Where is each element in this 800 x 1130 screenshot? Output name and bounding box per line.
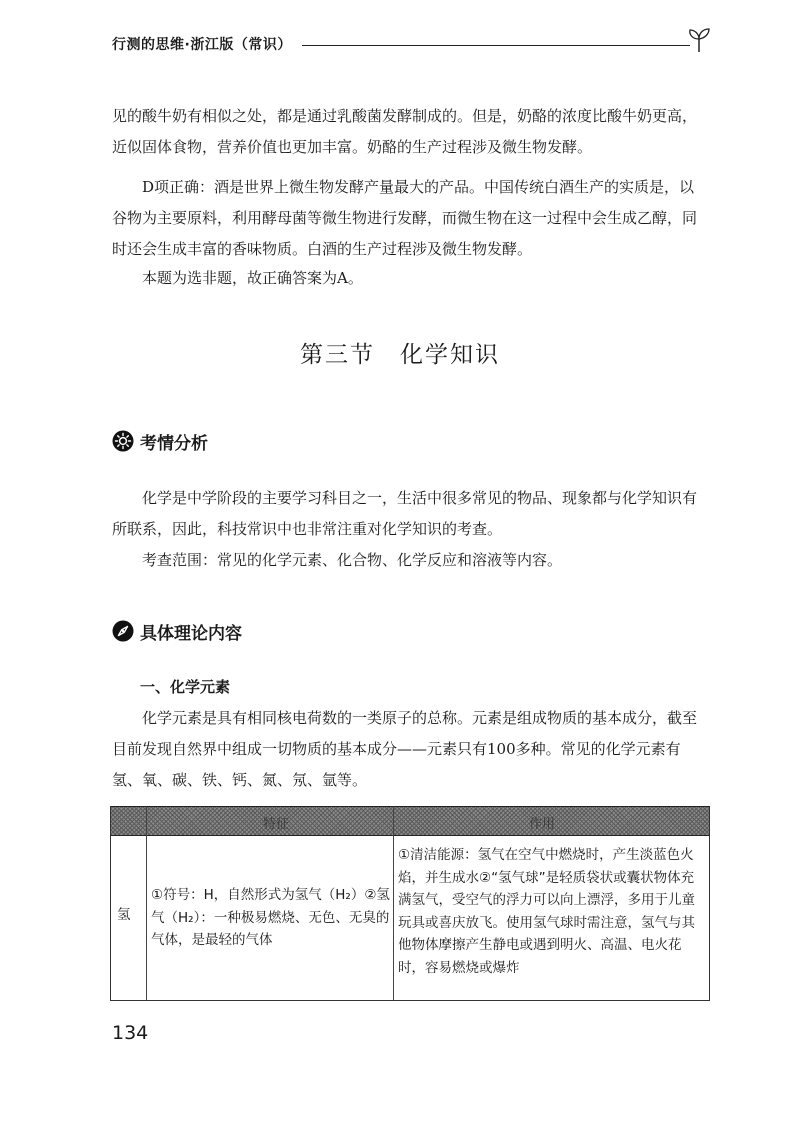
header-rule — [302, 45, 690, 46]
table-cell-uses: ①清洁能源：氢气在空气中燃烧时，产生淡蓝色火焰，并生成水②“氢气球”是轻质袋状或囊状物体充满氢气，受空气的浮力可以向上漂浮，多用于儿童玩具或喜庆放飞。使用氢气球时需注意，氢气与其他物体摩擦产生静电或遇到明火、高温、电火花时，容易燃烧或爆炸 — [398, 847, 695, 976]
point-title: 一、化学元素 — [140, 678, 231, 696]
exam-analysis-heading — [112, 428, 208, 454]
intro-paragraph: D项正确：酒是世界上微生物发酵产量最大的产品。中国传统白酒生产的实质是，以谷物为主要原料，利用酵母菌等微生物进行发酵，而微生物在这一过程中会生成乙醇，同时还会生成丰富的香味物质。白酒的生产过程涉及微生物发酵。 — [112, 178, 698, 258]
table-header — [111, 806, 709, 836]
sun-icon — [112, 430, 134, 452]
compass-icon — [112, 620, 134, 642]
column-divider — [146, 806, 147, 1001]
column-divider — [393, 806, 394, 1001]
section-title: 第三节 化学知识 — [300, 342, 500, 368]
theory-heading — [112, 618, 242, 644]
theory-paragraph: 化学元素是具有相同核电荷数的一类原子的总称。元素是组成物质的基本成分，截至目前发现自然界中组成一切物质的基本成分——元素只有100多种。常见的化学元素有氢、氧、碳、铁、钙、氮、氖、氩等。 — [112, 709, 698, 789]
page-number: 134 — [112, 1022, 149, 1044]
exam-scope-paragraph: 考查范围：常见的化学元素、化合物、化学反应和溶液等内容。 — [142, 551, 563, 569]
heading-label: 考情分析 — [140, 433, 208, 454]
element-table — [110, 806, 710, 1001]
sprout-icon — [686, 26, 712, 54]
intro-paragraph: 本题为选非题，故正确答案为A。 — [142, 269, 363, 287]
table-header-cell: 特征 — [263, 817, 290, 832]
exam-analysis-paragraph: 化学是中学阶段的主要学习科目之一，生活中很多常见的物品、现象都与化学知识有所联系，因此，科技常识中也非常注重对化学知识的考查。 — [112, 489, 698, 538]
table-header-cell: 作用 — [529, 817, 556, 832]
intro-paragraph: 见的酸牛奶有相似之处，都是通过乳酸菌发酵制成的。但是，奶酪的浓度比酸牛奶更高，近似固体食物，营养价值也更加丰富。奶酪的生产过程涉及微生物发酵。 — [112, 107, 698, 156]
table-cell-features: ①符号：H，自然形式为氢气（H₂）②氢气（H₂）：一种极易燃烧、无色、无臭的气体，是最轻的气体 — [151, 887, 390, 948]
heading-label: 具体理论内容 — [140, 623, 242, 644]
page-header — [112, 26, 712, 56]
running-title: 行测的思维·浙江版（常识） — [112, 37, 292, 53]
table-cell-element: 氢 — [117, 907, 131, 923]
table-bottom-rule — [111, 1000, 709, 1001]
